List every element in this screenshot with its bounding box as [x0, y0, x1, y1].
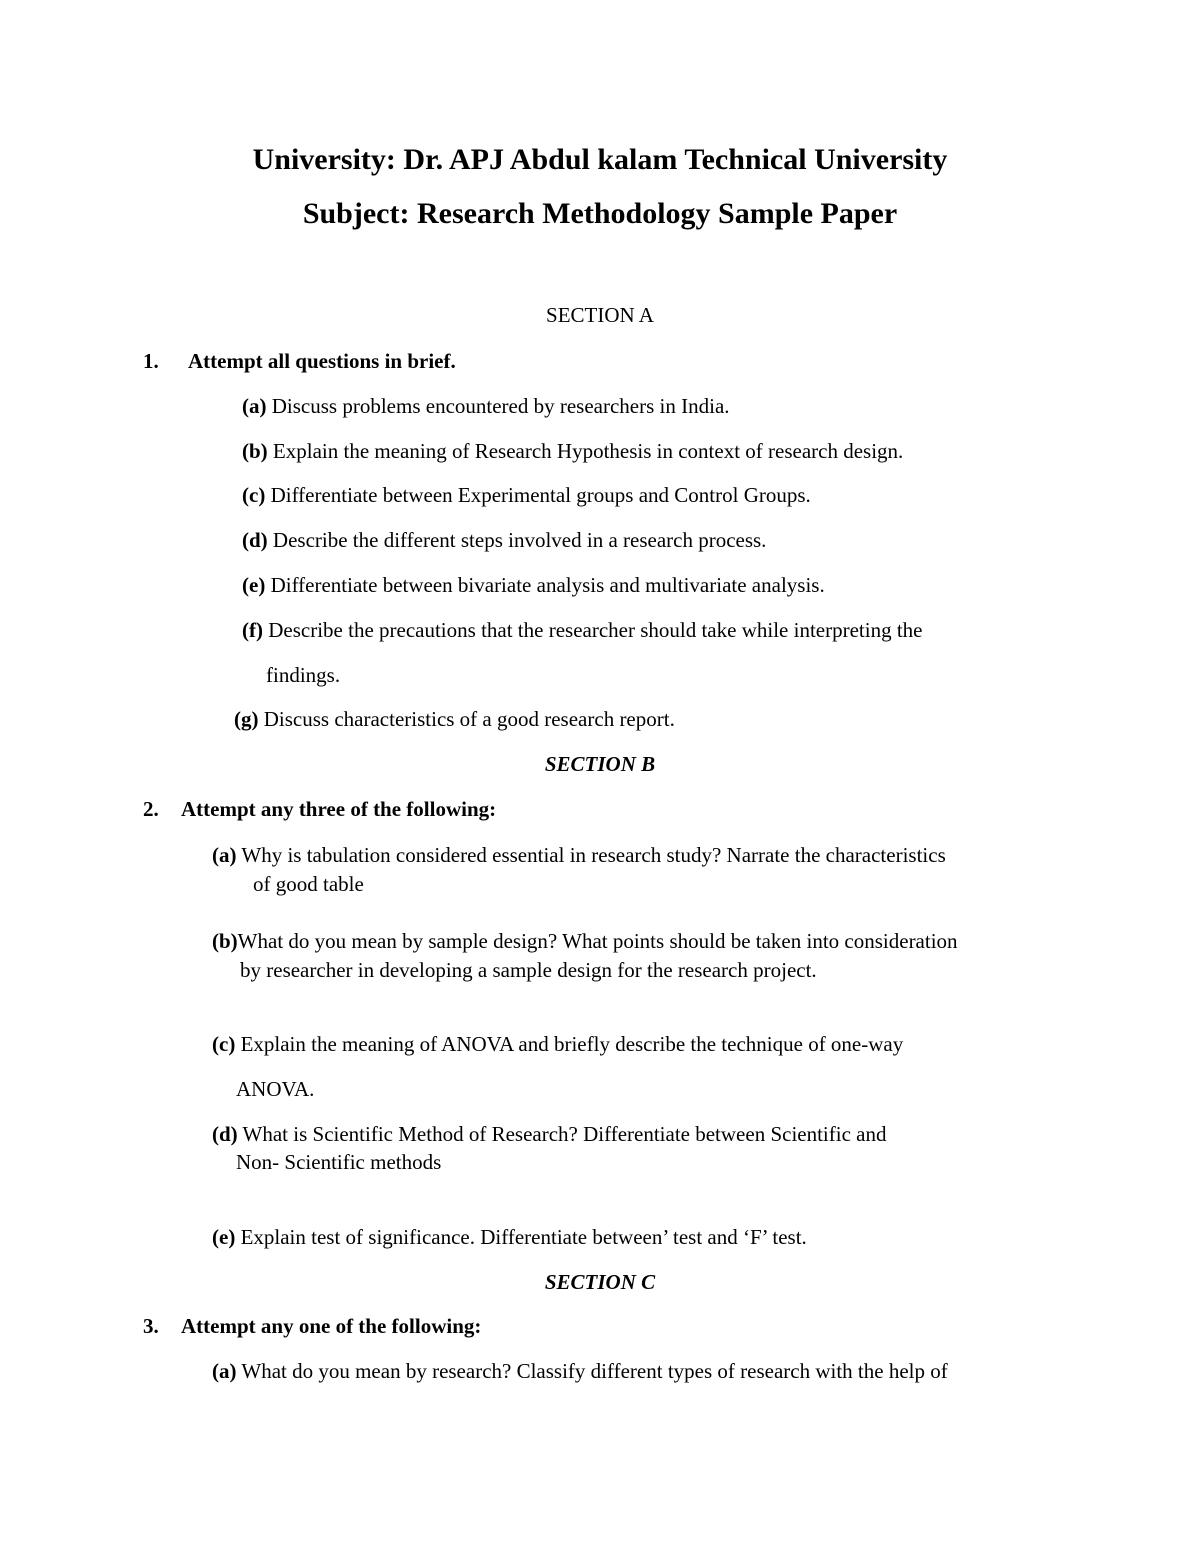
item-label: (f): [242, 618, 263, 642]
question-1a: [242, 393, 730, 419]
item-label: (d): [242, 528, 268, 552]
item-label: (c): [212, 1032, 236, 1056]
item-text: What do you mean by research? Classify different types of research with the help of: [236, 1359, 948, 1383]
question-1d: [242, 527, 766, 553]
item-text: Describe the different steps involved in a research process.: [267, 528, 767, 552]
question-1c: [242, 482, 811, 508]
item-label: (a): [212, 843, 237, 867]
question-1-number: 1.: [143, 349, 159, 373]
item-label: (e): [242, 573, 266, 597]
question-2a-continuation: of good table: [253, 872, 364, 896]
question-2-number: 2.: [143, 797, 159, 821]
university-title: University: Dr. APJ Abdul kalam Technical University: [252, 143, 948, 176]
item-label: (b): [212, 929, 238, 953]
item-label: (g): [234, 707, 259, 731]
subject-title: Subject: Research Methodology Sample Paper: [302, 197, 898, 230]
item-text: What do you mean by sample design? What points should be taken into consideration: [237, 929, 958, 953]
item-text: Discuss problems encountered by researchers in India.: [266, 394, 730, 418]
item-text: What is Scientific Method of Research? Differentiate between Scientific and: [237, 1122, 887, 1146]
item-text: Differentiate between bivariate analysis and multivariate analysis.: [265, 573, 825, 597]
question-2c: [212, 1031, 903, 1057]
question-2a: [212, 842, 946, 868]
question-2c-continuation: ANOVA.: [236, 1077, 315, 1101]
item-label: (a): [242, 394, 267, 418]
item-label: (c): [242, 483, 266, 507]
question-1g: [234, 706, 675, 732]
question-1f-continuation: findings.: [266, 663, 341, 687]
question-2d-continuation: Non- Scientific methods: [236, 1150, 442, 1174]
item-label: (d): [212, 1122, 238, 1146]
question-1e: [242, 572, 825, 598]
question-2d: [212, 1121, 887, 1147]
item-text: Explain test of significance. Differentiate between’ test and ‘F’ test.: [235, 1225, 807, 1249]
question-2b-continuation: by researcher in developing a sample design for the research project.: [240, 958, 817, 982]
question-1b: [242, 438, 903, 464]
section-a-heading: SECTION A: [546, 303, 654, 327]
question-3-number: 3.: [143, 1314, 159, 1338]
item-text: Explain the meaning of Research Hypothesis in context of research design.: [267, 439, 904, 463]
section-c-heading: SECTION C: [544, 1270, 656, 1294]
section-b-heading: SECTION B: [544, 752, 656, 776]
question-3-instruction: Attempt any one of the following:: [181, 1314, 482, 1338]
question-2b: [212, 928, 958, 954]
item-text: Describe the precautions that the researcher should take while interpreting the: [262, 618, 923, 642]
question-2-instruction: Attempt any three of the following:: [181, 797, 497, 821]
item-text: Discuss characteristics of a good research report.: [258, 707, 675, 731]
question-3a: [212, 1358, 948, 1384]
item-text: Differentiate between Experimental groups and Control Groups.: [265, 483, 811, 507]
question-1-instruction: Attempt all questions in brief.: [188, 349, 456, 373]
item-label: (a): [212, 1359, 237, 1383]
question-2e: [212, 1224, 807, 1250]
item-text: Why is tabulation considered essential in research study? Narrate the characteristics: [236, 843, 946, 867]
item-label: (b): [242, 439, 268, 463]
item-label: (e): [212, 1225, 236, 1249]
item-text: Explain the meaning of ANOVA and briefly describe the technique of one-way: [235, 1032, 904, 1056]
question-1f: [242, 617, 922, 643]
